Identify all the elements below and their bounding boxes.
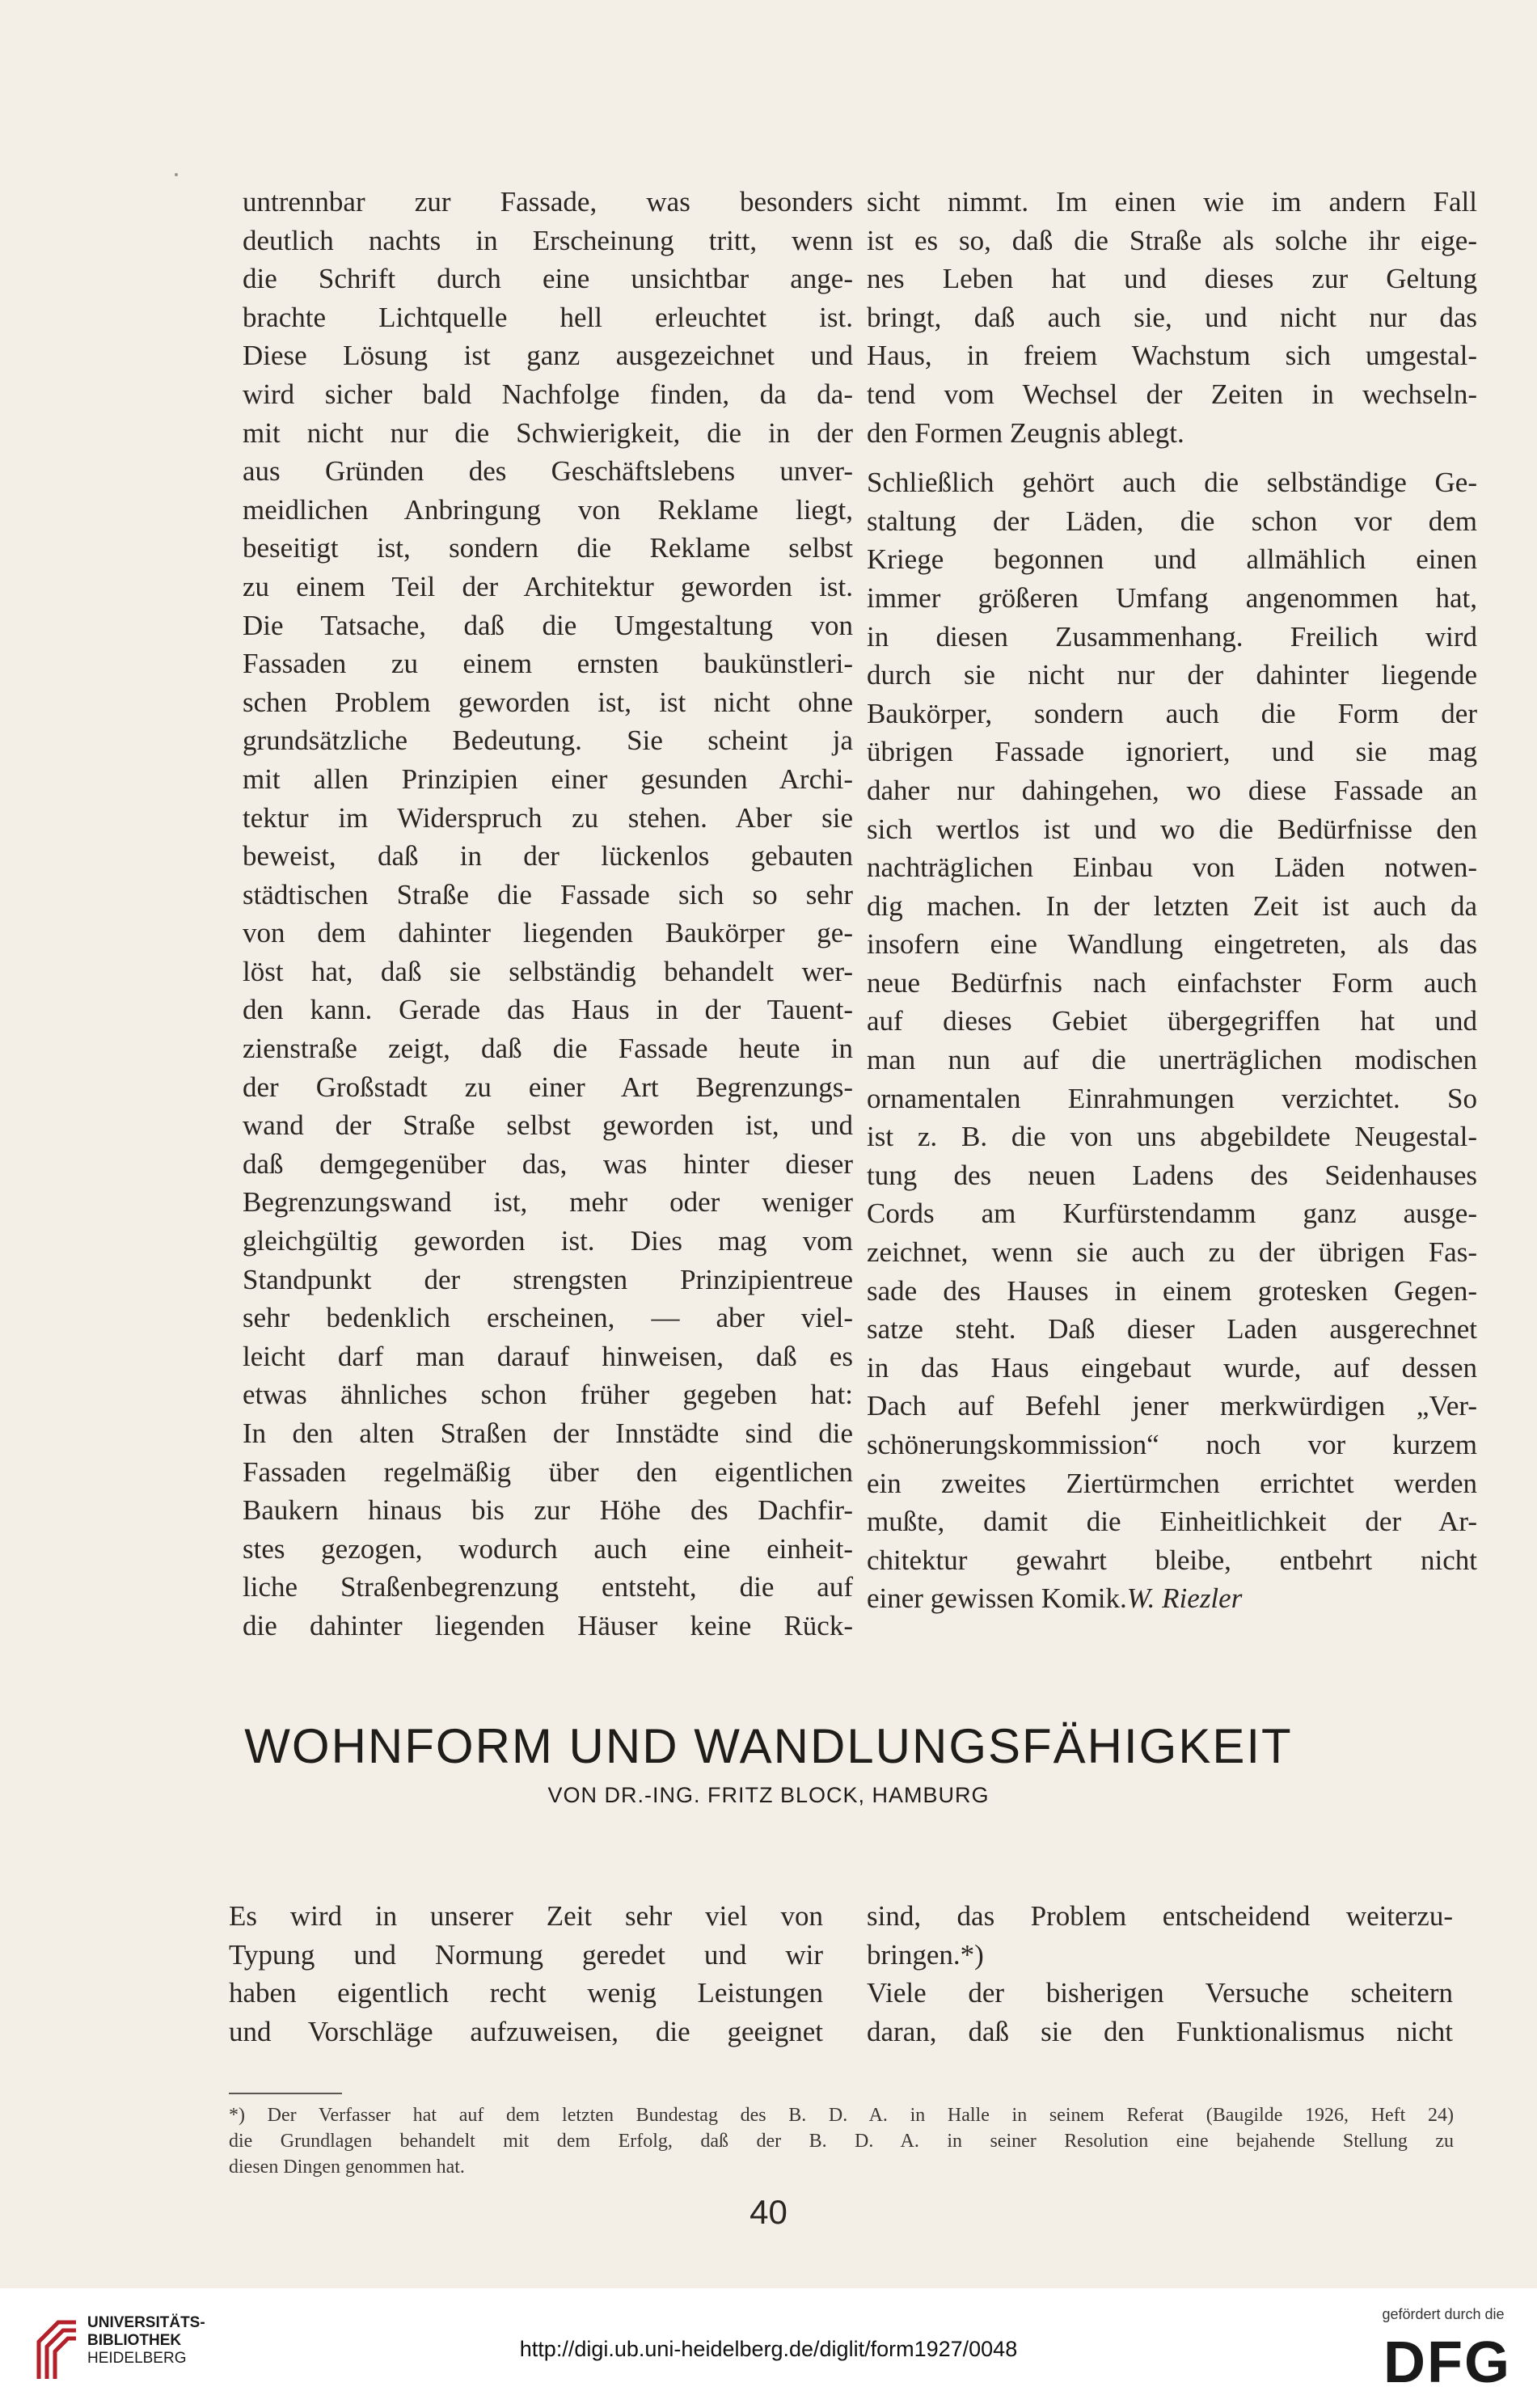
text-line: durch sie nicht nur der dahinter liegende — [867, 659, 1477, 691]
text-line: Es wird in unserer Zeit sehr viel von — [229, 1900, 823, 1932]
text-line: sade des Hauses in einem grotesken Gegen- — [867, 1274, 1477, 1307]
text-line: dig machen. In der letzten Zeit ist auch da — [867, 889, 1477, 922]
text-line: *) Der Verfasser hat auf dem letzten Bundestag des B. D. A. in Halle in seinem Referat (Baugilde 1926, Heft 24) — [229, 2105, 1454, 2126]
text-line: Cords am Kurfürstendamm ganz ausge- — [867, 1198, 1477, 1230]
text-line: staltung der Läden, die schon vor dem — [867, 505, 1477, 537]
text-line: chitektur gewahrt bleibe, entbehrt nicht — [867, 1544, 1477, 1576]
text-line: Fassaden regelmäßig über den eigentlichen — [243, 1455, 853, 1488]
text-line: schen Problem geworden ist, ist nicht ohne — [243, 686, 853, 718]
text-line: in diesen Zusammenhang. Freilich wird — [867, 620, 1477, 653]
text-line: Baukern hinaus bis zur Höhe des Dachfir- — [243, 1494, 853, 1527]
text-line: ist z. B. die von uns abgebildete Neugestal- — [867, 1121, 1477, 1153]
text-line: aus Gründen des Geschäftslebens unver- — [243, 455, 853, 488]
text-line: beweist, daß in der lückenlos gebauten — [243, 840, 853, 872]
dfg-logo-text: DFG — [1383, 2330, 1511, 2393]
text-line: zeichnet, wenn sie auch zu der übrigen Fas- — [867, 1236, 1477, 1269]
text-line: die dahinter liegenden Häuser keine Rück- — [243, 1609, 853, 1641]
library-name-line: UNIVERSITÄTS- — [87, 2314, 205, 2331]
text-line: die Grundlagen behandelt mit dem Erfolg, daß der B. D. A. in seiner Resolution eine bejahende Stellung zu — [229, 2131, 1454, 2152]
text-line: Fassaden zu einem ernsten baukünstleri- — [243, 648, 853, 680]
text-line: man nun auf die unerträglichen modischen — [867, 1044, 1477, 1076]
text-line: tend vom Wechsel der Zeiten in wechseln- — [867, 378, 1477, 410]
text-line: ornamentalen Einrahmungen verzichtet. So — [867, 1082, 1477, 1114]
library-name-line: BIBLIOTHEK — [87, 2332, 182, 2349]
text-line: übrigen Fassade ignoriert, und sie mag — [867, 736, 1477, 768]
text-line: und Vorschläge aufzuweisen, die geeignet — [229, 2015, 823, 2047]
text-line: grundsätzliche Bedeutung. Sie scheint ja — [243, 725, 853, 757]
article-title: WOHNFORM UND WANDLUNGSFÄHIGKEIT — [244, 1719, 1293, 1773]
text-line: beseitigt ist, sondern die Reklame selbst — [243, 532, 853, 564]
article-column-left — [243, 183, 853, 1645]
text-line: immer größeren Umfang angenommen hat, — [867, 581, 1477, 614]
article-byline: VON DR.-ING. FRITZ BLOCK, HAMBURG — [547, 1783, 990, 1807]
text-line: etwas ähnliches schon früher gegeben hat: — [243, 1379, 853, 1411]
text-line: gleichgültig geworden ist. Dies mag vom — [243, 1225, 853, 1257]
article-column-right — [867, 183, 1477, 1618]
text-line: Kriege begonnen und allmählich einen — [867, 543, 1477, 576]
text-line: Dach auf Befehl jener merkwürdigen „Ver- — [867, 1390, 1477, 1422]
text-line: daß demgegenüber das, was hinter dieser — [243, 1147, 853, 1180]
text-line: nes Leben hat und dieses zur Geltung — [867, 263, 1477, 295]
dfg-logo-icon[interactable] — [1374, 2329, 1520, 2397]
text-line: zu einem Teil der Architektur geworden ist. — [243, 570, 853, 602]
article2-column-left — [229, 1897, 823, 2051]
text-line: diesen Dingen genommen hat. — [229, 2157, 465, 2178]
text-line: zienstraße zeigt, daß die Fassade heute in — [243, 1033, 853, 1065]
text-line: brachte Lichtquelle hell erleuchtet ist. — [243, 301, 853, 333]
scan-speck — [175, 173, 178, 176]
closing-text: einer gewissen Komik. — [867, 1582, 1127, 1615]
sponsor-caption: gefördert durch die — [1382, 2306, 1505, 2322]
text-line: bringen.*) — [867, 1938, 984, 1971]
text-line: Baukörper, sondern auch die Form der — [867, 697, 1477, 729]
text-line: den Formen Zeugnis ablegt. — [867, 416, 1184, 449]
text-line: daher nur dahingehen, wo diese Fassade an — [867, 774, 1477, 806]
text-line: in das Haus eingebaut wurde, auf dessen — [867, 1351, 1477, 1384]
text-line: der Großstadt zu einer Art Begrenzungs- — [243, 1071, 853, 1103]
closing-line — [867, 1579, 1477, 1618]
text-line: leicht darf man darauf hinweisen, daß es — [243, 1340, 853, 1372]
text-line: insofern eine Wandlung eingetreten, als das — [867, 928, 1477, 961]
text-line: neue Bedürfnis nach einfachster Form auch — [867, 966, 1477, 999]
text-line: Begrenzungswand ist, mehr oder weniger — [243, 1186, 853, 1219]
text-line: sehr bedenklich erscheinen, — aber viel- — [243, 1302, 853, 1334]
text-line: tektur im Widerspruch zu stehen. Aber sie — [243, 801, 853, 834]
text-line: untrennbar zur Fassade, was besonders — [243, 186, 853, 218]
text-line: liche Straßenbegrenzung entsteht, die auf — [243, 1571, 853, 1603]
text-line: deutlich nachts in Erscheinung tritt, wenn — [243, 224, 853, 256]
text-line: In den alten Straßen der Innstädte sind die — [243, 1417, 853, 1449]
text-line: Viele der bisherigen Versuche scheitern — [867, 1977, 1453, 2009]
text-line: Typung und Normung geredet und wir — [229, 1938, 823, 1971]
text-line: mit allen Prinzipien einer gesunden Archi- — [243, 763, 853, 795]
text-line: städtischen Straße die Fassade sich so sehr — [243, 878, 853, 910]
text-line: Haus, in freiem Wachstum sich umgestal- — [867, 340, 1477, 372]
text-line: die Schrift durch eine unsichtbar ange- — [243, 263, 853, 295]
text-line: nachträglichen Einbau von Läden notwen- — [867, 851, 1477, 884]
text-line: sind, das Problem entscheidend weiterzu- — [867, 1900, 1453, 1932]
text-line: wird sicher bald Nachfolge finden, da da- — [243, 378, 853, 410]
source-url-link[interactable]: http://digi.ub.uni-heidelberg.de/diglit/form1927/0048 — [519, 2337, 1018, 2361]
text-line: Standpunkt der strengsten Prinzipientreue — [243, 1263, 853, 1295]
footnote — [229, 2102, 1454, 2180]
text-line: löst hat, daß sie selbständig behandelt wer- — [243, 955, 853, 987]
text-line: wand der Straße selbst geworden ist, und — [243, 1109, 853, 1142]
text-line: mußte, damit die Einheitlichkeit der Ar- — [867, 1506, 1477, 1538]
text-line: Die Tatsache, daß die Umgestaltung von — [243, 609, 853, 641]
text-line: daran, daß sie den Funktionalismus nicht — [867, 2015, 1453, 2047]
text-line: sicht nimmt. Im einen wie im andern Fall — [867, 186, 1477, 218]
text-line: meidlichen Anbringung von Reklame liegt, — [243, 493, 853, 526]
text-line: Schließlich gehört auch die selbständige Ge- — [867, 467, 1477, 499]
author-signature: W. Riezler — [1126, 1582, 1243, 1615]
text-line: schönerungskommission“ noch vor kurzem — [867, 1429, 1477, 1460]
text-line: haben eigentlich recht wenig Leistungen — [229, 1977, 823, 2009]
text-line: auf dieses Gebiet übergegriffen hat und — [867, 1005, 1477, 1037]
library-name-line: HEIDELBERG — [87, 2350, 187, 2367]
text-line: mit nicht nur die Schwierigkeit, die in der — [243, 416, 853, 449]
text-line: Diese Lösung ist ganz ausgezeichnet und — [243, 340, 853, 372]
text-line: sich wertlos ist und wo die Bedürfnisse den — [867, 813, 1477, 845]
page-number: 40 — [749, 2193, 788, 2231]
text-line: den kann. Gerade das Haus in der Tauent- — [243, 994, 853, 1026]
text-line: von dem dahinter liegenden Baukörper ge- — [243, 917, 853, 949]
text-line: tung des neuen Ladens des Seidenhauses — [867, 1159, 1477, 1191]
footnote-rule — [229, 2093, 342, 2094]
text-line: satze steht. Daß dieser Laden ausgerechnet — [867, 1313, 1477, 1346]
text-line: bringt, daß auch sie, und nicht nur das — [867, 301, 1477, 333]
article2-column-right — [867, 1897, 1453, 2051]
text-line: ein zweites Ziertürmchen errichtet werden — [867, 1467, 1477, 1499]
text-line: ist es so, daß die Straße als solche ihr eige- — [867, 224, 1477, 256]
text-line: stes gezogen, wodurch auch eine einheit- — [243, 1532, 853, 1565]
